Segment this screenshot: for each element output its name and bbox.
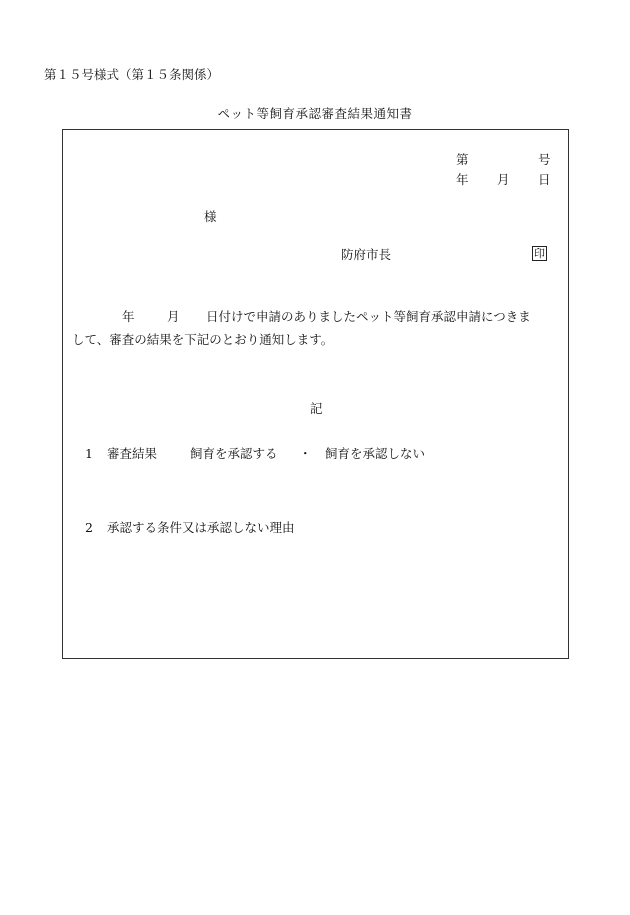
item-number: 2 [85, 520, 93, 535]
ki-heading: 記 [310, 401, 323, 416]
body-month-label: 月 [167, 309, 180, 324]
date-day-label: 日 [538, 172, 551, 187]
body-text-line2: して、審査の結果を下記のとおり通知します。 [72, 332, 334, 347]
body-text-line1: 日付けで申請のありましたペット等飼育承認申請につきま [206, 309, 531, 324]
document-number-prefix: 第 [456, 152, 469, 167]
date-year-label: 年 [456, 172, 469, 187]
item-label-review-result: 審査結果 [107, 446, 158, 461]
document-title: ペット等飼育承認審査結果通知書 [217, 106, 413, 121]
document-number-suffix: 号 [538, 152, 551, 167]
item-number: 1 [85, 446, 93, 461]
seal-stamp: 印 [534, 247, 545, 260]
date-month-label: 月 [497, 172, 510, 187]
item-label-conditions-or-reasons: 承認する条件又は承認しない理由 [107, 520, 295, 535]
option-disapprove: 飼育を承認しない [325, 446, 426, 461]
issuer-name: 防府市長 [341, 247, 392, 262]
addressee-honorific: 様 [204, 209, 217, 224]
form-number: 第１５号様式（第１５条関係） [44, 67, 220, 82]
body-year-label: 年 [122, 309, 135, 324]
option-approve: 飼育を承認する [190, 446, 278, 461]
option-separator: ・ [299, 446, 312, 461]
form-box [62, 129, 569, 659]
